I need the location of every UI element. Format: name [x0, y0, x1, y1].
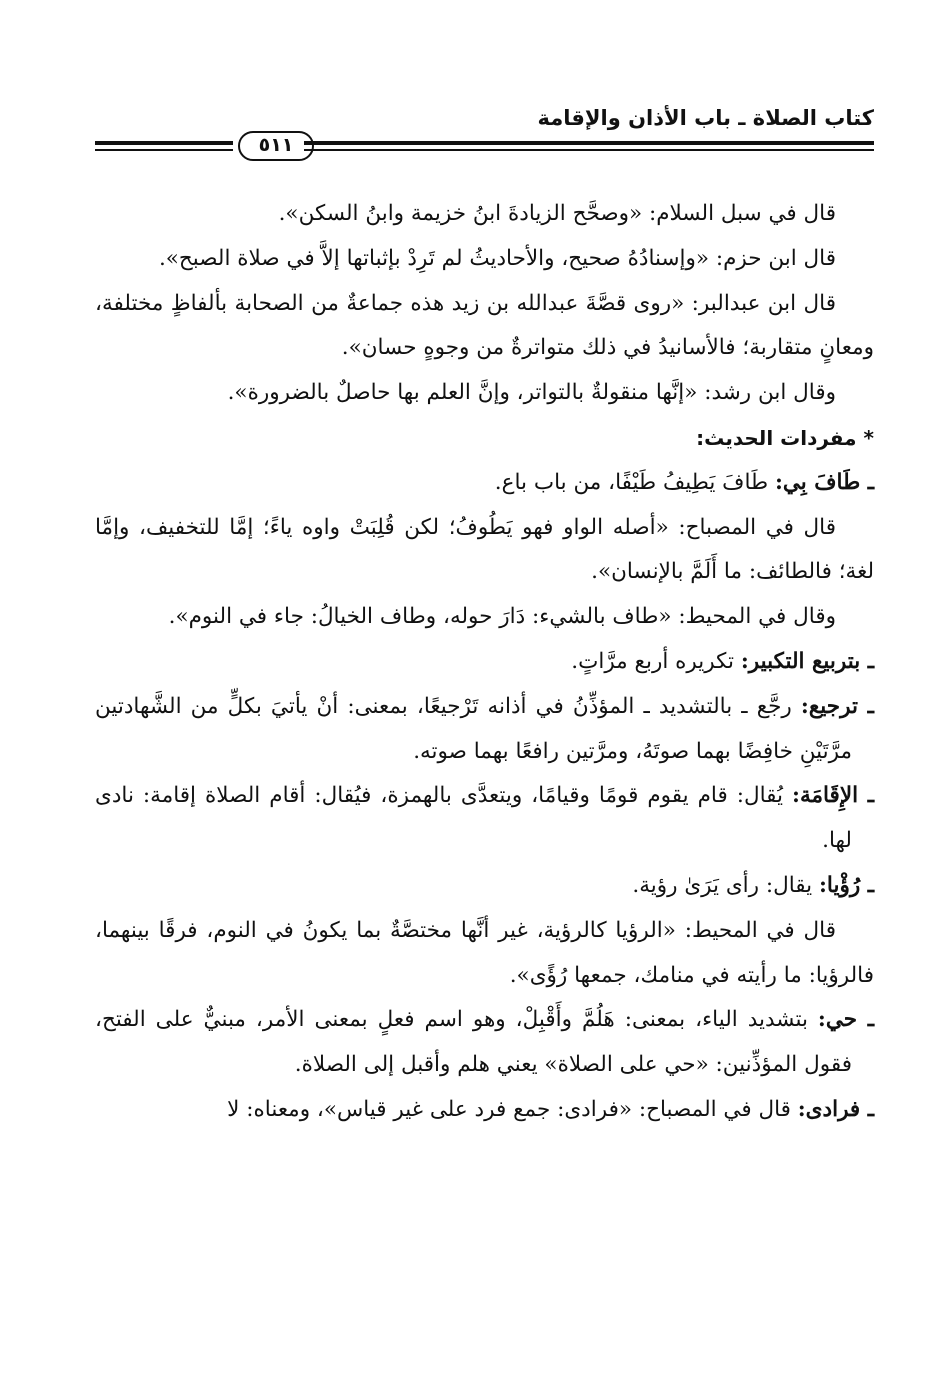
- glossary-definition: بتشديد الياء، بمعنى: هَلُمَّ وأَقْبِلْ، وهو اسم فعلٍ بمعنى الأمر، مبنيٌّ على الفتح، فقول المؤذِّنين: «حي على الصلاة» يعني هلم وأقبل إلى الصلاة.: [95, 1007, 852, 1078]
- body-text: [95, 192, 874, 1133]
- glossary-entry: [95, 461, 874, 506]
- glossary-entry: [95, 774, 874, 864]
- glossary-definition: يُقال: قام يقوم قومًا وقيامًا، ويتعدَّى بالهمزة، فيُقال: أقام الصلاة إقامة: نادى لها.: [95, 783, 852, 854]
- glossary-entry: [95, 685, 874, 775]
- book-page: [95, 0, 874, 1379]
- quote-paragraph: قال في المصباح: «أصله الواو فهو يَطُوفُ؛ لكن قُلِبَتْ واوه ياءً؛ إمَّا للتخفيف، وإمَّا لغة؛ فالطائف: ما أَلَمَّ بالإنسان».: [95, 514, 874, 585]
- glossary-entry: [95, 998, 874, 1088]
- glossary-definition: رجَّع ـ بالتشديد ـ المؤذِّنُ في أذانه تَرْجيعًا، بمعنى: أنْ يأتيَ بكلٍّ من الشَّهادتين مرَّتَيْنِ خافِضًا بهما صوتَهُ، ومرَّتين رافعًا بهما صوته.: [95, 693, 852, 764]
- glossary-definition: يقال: رأى يَرَىٰ رؤية.: [632, 872, 819, 898]
- quote-paragraph: قال ابن عبدالبر: «روى قصَّةَ عبدالله بن زيد هذه جماعةٌ من الصحابة بألفاظٍ مختلفة، ومعانٍ متقاربة؛ فالأسانيدُ في ذلك متواترةٌ من وجوهٍ حسان».: [95, 290, 874, 361]
- glossary-entry: [95, 640, 874, 685]
- quote-paragraph: وقال في المحيط: «طاف بالشيء: دَارَ حوله، وطاف الخيالُ: جاء في النوم».: [168, 604, 836, 630]
- header-rule-left: [95, 141, 233, 153]
- glossary-term: ـ فرادى:: [797, 1096, 874, 1122]
- quote-paragraph: قال في المحيط: «الرؤيا كالرؤية، غير أنَّها مختصَّةٌ بما يكونُ في النوم، فرقًا بينهما، فالرؤيا: ما رأيته في منامك، جمعها رُؤًى».: [95, 917, 874, 988]
- glossary-term: ـ الإِقَامَة:: [792, 783, 874, 809]
- glossary-term: ـ ترجيع:: [800, 693, 874, 719]
- glossary-entry: [95, 1088, 874, 1133]
- section-heading: * مفردات الحديث:: [696, 425, 874, 450]
- quote-paragraph: قال في سبل السلام: «وصحَّح الزيادةَ ابنُ خزيمة وابنُ السكن».: [278, 201, 836, 226]
- glossary-definition: قال في المصباح: «فرادى: جمع فرد على غير قياس»، ومعناه: لا: [227, 1096, 798, 1122]
- glossary-definition: طَافَ يَطِيفُ طَيْفًا، من باب باع.: [494, 469, 775, 495]
- quote-paragraph: قال ابن حزم: «وإسنادُهُ صحيح، والأحاديثُ لم تَرِدْ بإثباتها إلاَّ في صلاة الصبح».: [158, 245, 836, 271]
- glossary-term: ـ طَافَ بِي:: [774, 469, 874, 495]
- glossary-term: ـ بتربيع التكبير:: [740, 648, 874, 674]
- header-rule: [95, 130, 874, 164]
- header-rule-right: [304, 141, 874, 153]
- running-title: كتاب الصلاة ـ باب الأذان والإقامة: [537, 106, 874, 130]
- glossary-term: ـ رُؤْيا:: [818, 872, 874, 898]
- glossary-term: ـ حي:: [817, 1007, 875, 1033]
- quote-paragraph: وقال ابن رشد: «إنَّها منقولةٌ بالتواتر، وإنَّ العلم بها حاصلٌ بالضرورة».: [227, 380, 836, 406]
- page-number: ٥١١: [238, 131, 314, 161]
- glossary-definition: تكريره أربع مرَّاتٍ.: [571, 648, 741, 674]
- glossary-entry: [95, 864, 874, 909]
